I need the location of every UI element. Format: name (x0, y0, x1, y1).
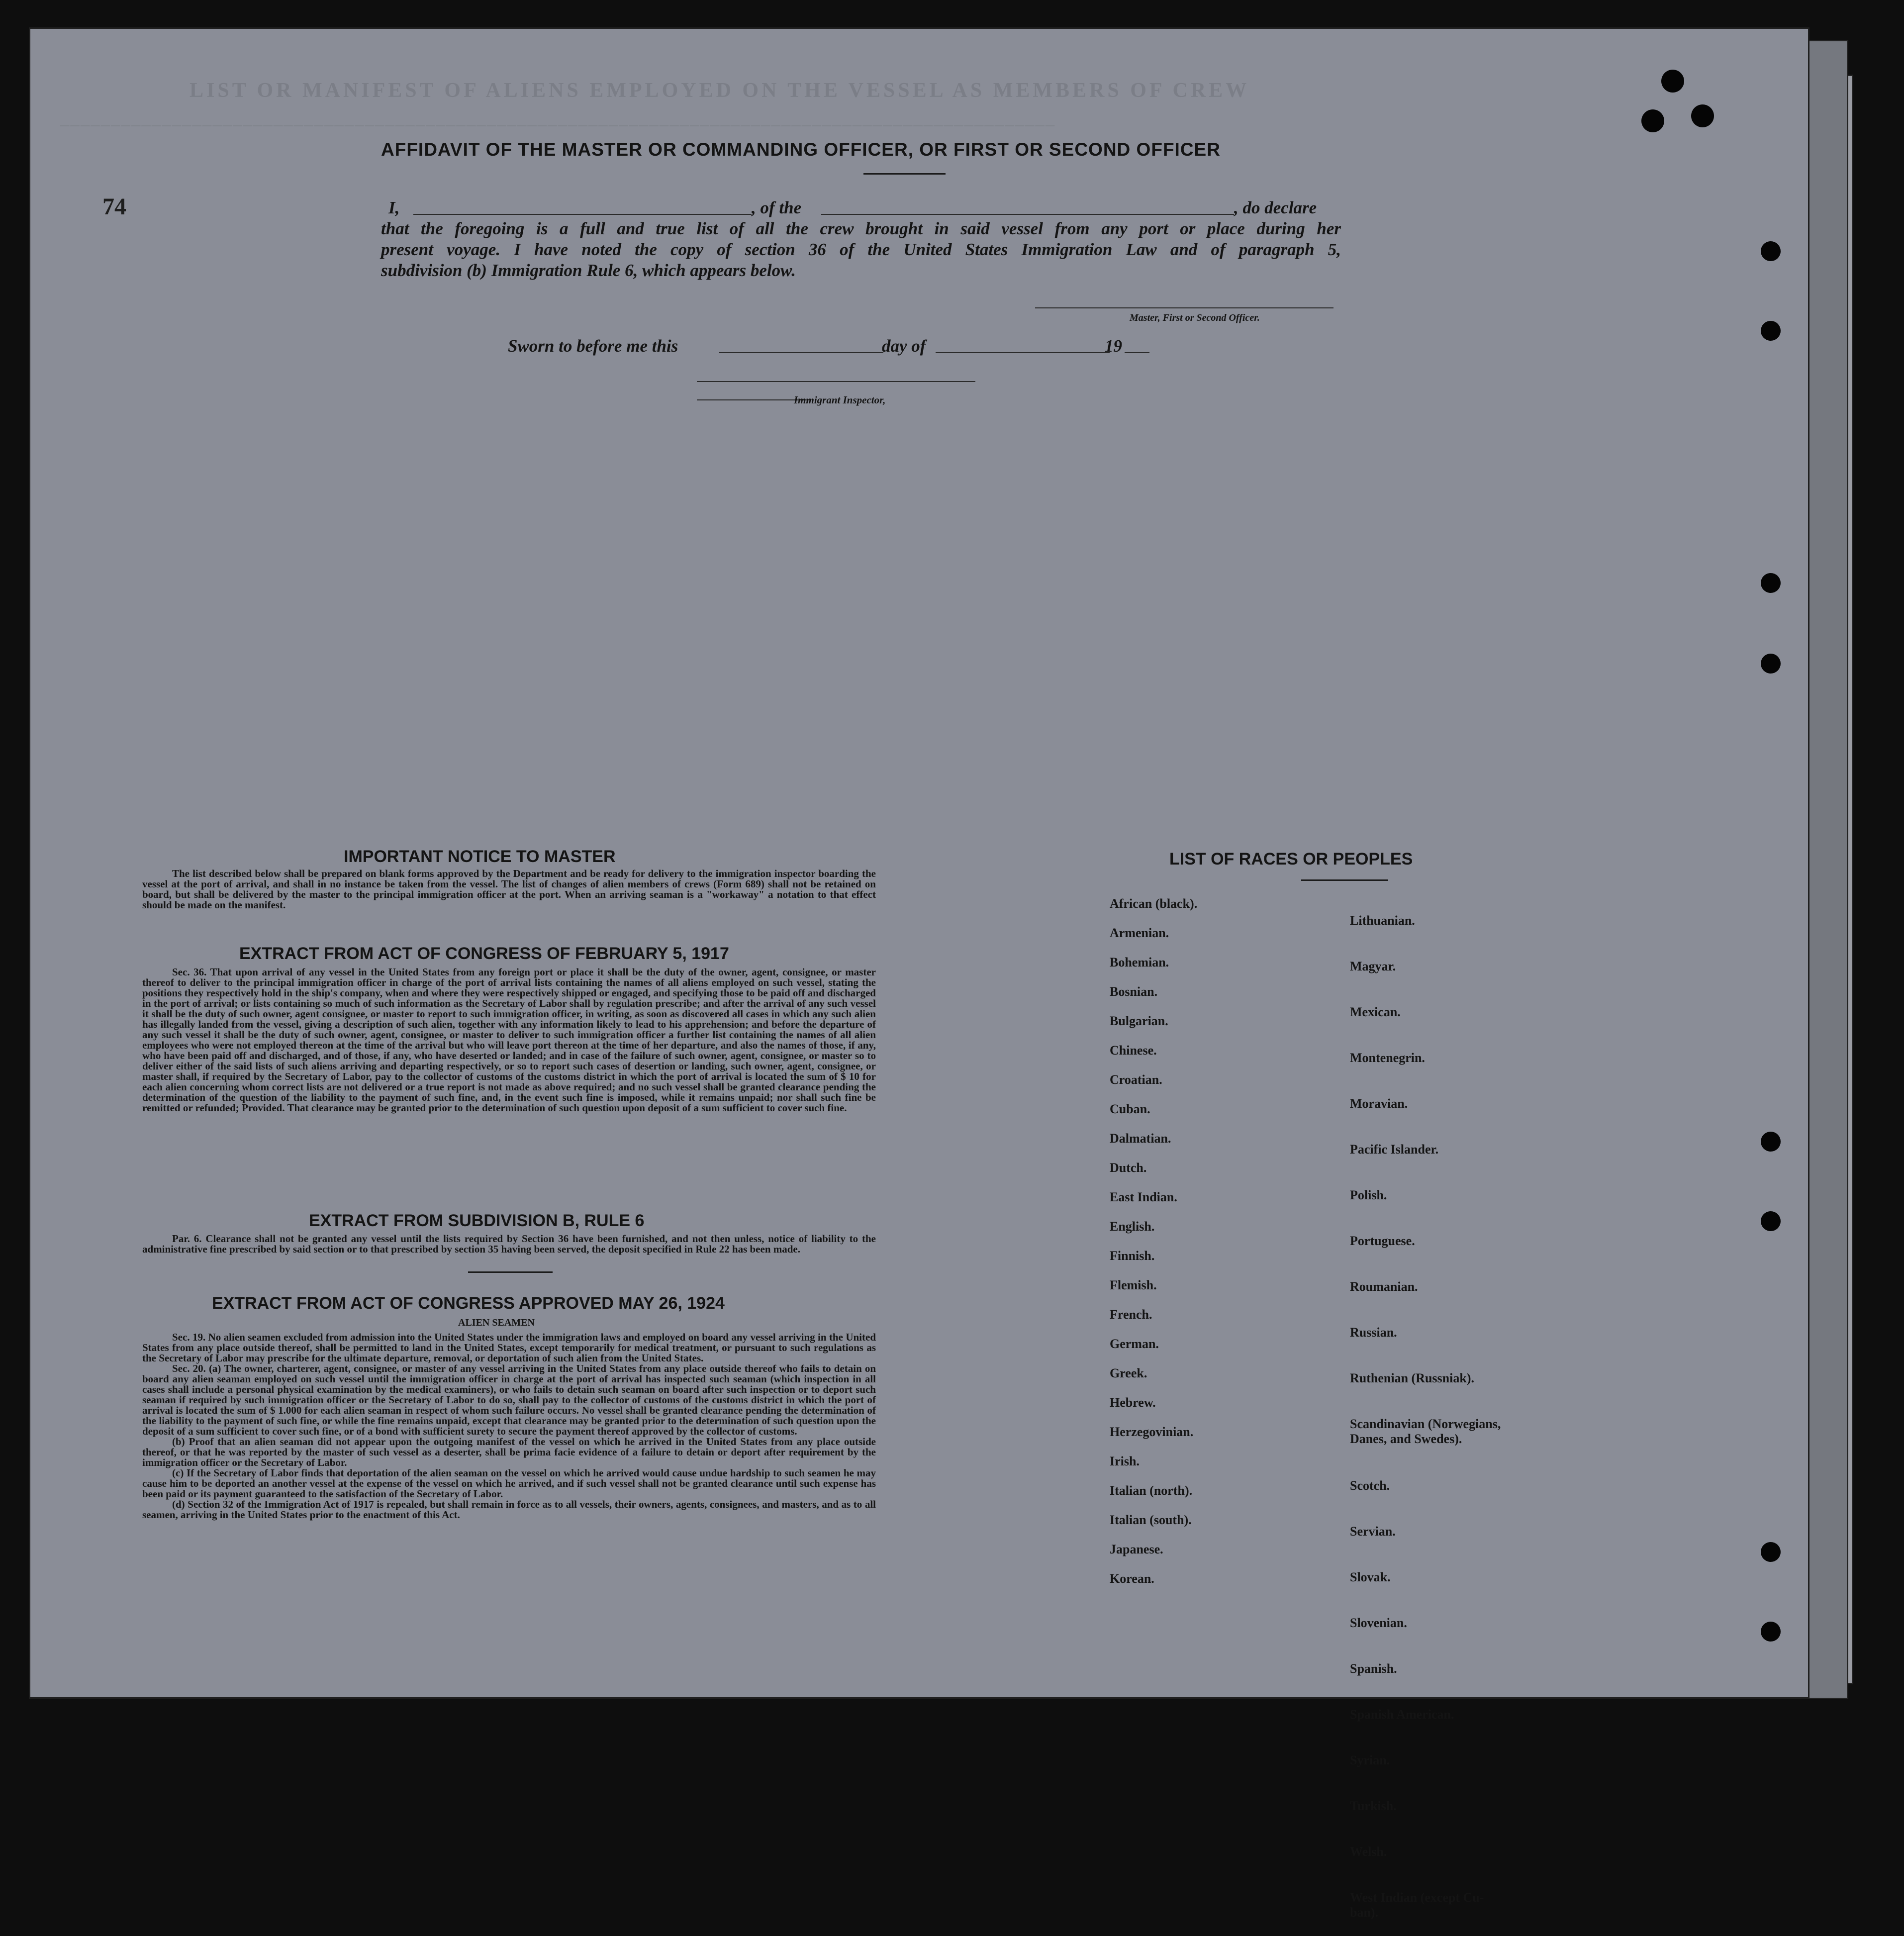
race-item: Flemish. (1110, 1278, 1157, 1292)
signature-label: Master, First or Second Officer. (1130, 312, 1260, 323)
race-item: East Indian. (1110, 1190, 1177, 1204)
race-item: Japanese. (1110, 1542, 1163, 1556)
race-item: German. (1110, 1337, 1159, 1351)
sec-20a-paragraph: Sec. 20. (a) The owner, charterer, agent, consignee, or master of any vessel arriving in the United States from any place outside thereof who fails to detain on board any alien seaman employed on such vessel until the immigration officer in charge at the port of arrival has inspected such seaman (which inspection in all cases shall include a personal physical examination by the medical examiners), or who fails to detain such seaman on board after such inspection or to deport such seaman if required by such immigration officer or the Secretary of Labor to do so, shall pay to the collector of customs of the customs district in which the port of arrival is located the sum of $ 1.000 for each alien seaman in respect of whom such failure occurs. No vessel shall be granted clearance pending the determination of the liability to the payment of such fine, or while the fine remains unpaid, except that clearance may be granted prior to the determination of such question upon the deposit of a sum sufficient to cover such fine, or of a bond with sufficient surety to secure the payment thereof approved by the collector of customs. (142, 1362, 876, 1437)
extract-1917-text (142, 967, 876, 1113)
binder-hole-icon (1761, 654, 1781, 674)
race-item: Turkish. (1350, 1799, 1397, 1813)
title-underline (863, 173, 946, 175)
signature-line (1035, 307, 1333, 308)
affidavit-line2: that the foregoing is a full and true list of all the crew brought in said vessel from any port or place during her (381, 219, 1341, 238)
race-item: Moravian. (1350, 1096, 1408, 1111)
punch-hole-icon (1661, 70, 1684, 93)
sec-19-paragraph: Sec. 19. No alien seamen excluded from admission into the United States under the immigration laws and employed on board any vessel arriving in the United States from any place outside thereof, shall be permitted to land in the United States, except temporarily for medical treatment, or pursuant to such regulations as the Secretary of Labor may prescribe for the ultimate departure, removal, or deportation of such alien from the United States. (142, 1331, 876, 1364)
punch-hole-icon (1691, 104, 1714, 127)
extract-1924-text (142, 1332, 876, 1520)
affidavit-line1-i: I, (388, 198, 400, 217)
race-item: Dutch. (1110, 1161, 1147, 1175)
binder-hole-icon (1761, 573, 1781, 593)
race-item: Spanish. (1350, 1661, 1397, 1676)
affidavit-title: AFFIDAVIT OF THE MASTER OR COMMANDING OFFICER, OR FIRST OR SECOND OFFICER (381, 139, 1221, 160)
affidavit-line3: present voyage. I have noted the copy of section 36 of the United States Immigration Law and of paragraph 5, (381, 240, 1341, 259)
race-item: Hebrew. (1110, 1395, 1156, 1410)
sworn-text: Sworn to before me this (508, 336, 678, 356)
affidavit-line1-declare: , do declare (1234, 198, 1317, 217)
race-item: Italian (north). (1110, 1483, 1193, 1498)
race-item: Servian. (1350, 1524, 1396, 1539)
race-item: Roumanian. (1350, 1279, 1418, 1294)
rule6-underline (468, 1271, 553, 1273)
race-item: Syrian. (1350, 1753, 1390, 1767)
races-underline (1301, 879, 1388, 881)
race-item: Scandinavian (Norwegians, Danes, and Swedes). (1350, 1417, 1501, 1446)
race-item: Scotch. (1350, 1478, 1390, 1493)
sworn-day-blank (719, 352, 883, 353)
race-item: Russian. (1350, 1325, 1397, 1340)
extract-rule6-text (142, 1234, 876, 1255)
race-item: Irish. (1110, 1454, 1140, 1468)
affidavit-page (29, 27, 1809, 1920)
race-item: Dalmatian. (1110, 1131, 1171, 1146)
binder-hole-icon (1761, 1211, 1781, 1231)
races-title: LIST OF RACES OR PEOPLES (1169, 850, 1413, 869)
binder-hole-icon (1761, 1622, 1781, 1642)
race-item: Montenegrin. (1350, 1051, 1425, 1065)
race-item: Portuguese. (1350, 1234, 1415, 1248)
race-item: Herzegovinian. (1110, 1425, 1194, 1439)
race-item: Greek. (1110, 1366, 1147, 1380)
binder-hole-icon (1761, 1542, 1781, 1562)
race-item: Chinese. (1110, 1043, 1157, 1058)
race-item: West Indian (except Cu- ban). (1350, 1890, 1484, 1920)
extract-rule6-paragraph: Par. 6. Clearance shall not be granted any vessel until the lists required by Section 36 have been furnished, and not then unless, notice of liability to the administrative fine prescribed by said section or to that prescribed by section 35 having been served, the deposit specified in Rule 22 has been made. (142, 1233, 876, 1255)
notice-paragraph: The list described below shall be prepared on blank forms approved by the Department and be ready for delivery to the immigration inspector boarding the vessel at the port of arrival, and shall in no instance be taken from the vessel. The list of changes of alien members of crews (Form 689) shall not be retained on board, but shall be delivered by the master to the principal immigration officer at the port. When an arriving seaman is a "workaway" a notation to that effect should be made on the manifest. (142, 868, 876, 911)
month-blank (936, 352, 1110, 353)
binder-hole-icon (1761, 241, 1781, 261)
binder-hole-icon (1761, 321, 1781, 341)
race-item: Korean. (1110, 1571, 1154, 1586)
race-item: Bohemian. (1110, 955, 1169, 969)
extract-1917-title: EXTRACT FROM ACT OF CONGRESS OF FEBRUARY 5, 1917 (239, 944, 729, 963)
vessel-blank (821, 214, 1234, 215)
race-item: Bulgarian. (1110, 1014, 1168, 1028)
race-item: Finnish. (1110, 1249, 1155, 1263)
inspector-line-upper (697, 381, 975, 382)
extract-1917-paragraph: Sec. 36. That upon arrival of any vessel in the United States from any foreign port or place it shall be the duty of the owner, agent, consignee, or master thereof to deliver to the principal immigration officer in charge of the port of arrival lists containing the names of all aliens employed on such vessel, stating the positions they respectively hold in the ship's company, when and where they were respectively shipped or engaged, and specifying those to be paid off and discharged in the port of arrival; or lists containing so much of such information as the Secretary of Labor shall by regulation prescribe; and after the arrival of any such vessel it shall be the duty of such owner, agent consignee, or master to report to such immigration officer, in writing, as soon as discovered all cases in which any such alien has illegally landed from the vessel, giving a description of such alien, together with any information likely to lead to his apprehension; and before the departure of any such vessel it shall be the duty of such owner, agent, consignee, or master to deliver to such immigration officer a further list containing the names of all alien employees who were not employed thereon at the time of the arrival but who will leave port thereon at the time of her departure, and also the names of those, if any, who have been paid off and discharged, and of those, if any, who have deserted or landed; and in case of the failure of such owner, agent, consignee, or master so to deliver either of the said lists of such aliens arriving and departing respectively, or so to report such cases of desertion or landing, such owner, agent, consignee, or master shall, if required by the Secretary of Labor, pay to the collector of customs of the customs district in which the port of arrival is located the sum of $ 10 for each alien concerning whom correct lists are not delivered or a true report is not made as above required; and no such vessel shall be granted clearance pending the determination of the question of the liability to the payment of such fine, and, in the event such fine is imposed, while it remains unpaid; nor shall such fine be remitted or refunded; Provided. That clearance may be granted prior to the determination of such question upon deposit of a sum sufficient to cover such fine. (142, 966, 876, 1114)
extract-1924-title: EXTRACT FROM ACT OF CONGRESS APPROVED MAY 26, 1924 (212, 1294, 725, 1313)
race-item: Croatian. (1110, 1072, 1162, 1087)
sec-20d-paragraph: (d) Section 32 of the Immigration Act of 1917 is repealed, but shall remain in force as to all vessels, their owners, agents, consignees, and masters, and as to all seamen, arriving in the United States prior to the enactment of this Act. (142, 1498, 876, 1521)
race-item: African (black). (1110, 896, 1198, 911)
binder-hole-icon (1761, 1132, 1781, 1152)
race-item: English. (1110, 1219, 1155, 1234)
extract-1924-subtitle: ALIEN SEAMEN (458, 1317, 535, 1328)
race-item: Slovak. (1350, 1570, 1391, 1584)
races-column-1 (1110, 896, 1197, 1601)
race-item: Spanish American. (1350, 1707, 1454, 1722)
bleed-through-text: LIST OR MANIFEST OF ALIENS EMPLOYED ON THE VESSEL AS MEMBERS OF CREW (190, 79, 1250, 102)
race-item: Polish. (1350, 1188, 1387, 1202)
race-item: French. (1110, 1307, 1152, 1322)
race-item: Mexican. (1350, 1005, 1401, 1019)
race-item: Bosnian. (1110, 984, 1158, 999)
race-item: Pacific Islander. (1350, 1142, 1439, 1157)
race-item: Italian (south). (1110, 1513, 1192, 1527)
sec-20c-paragraph: (c) If the Secretary of Labor finds that deportation of the alien seaman on the vessel on which he arrived would cause undue hardship to such seamen he may cause him to be deported an another vessel at the expense of the vessel on which he arrived, and if such vessel shall not be granted clearance until such expense has been paid or its payment guaranteed to the satisfaction of the Secretary of Labor. (142, 1467, 876, 1500)
name-blank (413, 214, 752, 215)
inspector-label: Immigrant Inspector, (794, 394, 886, 406)
extract-rule6-title: EXTRACT FROM SUBDIVISION B, RULE 6 (309, 1211, 645, 1230)
notice-title: IMPORTANT NOTICE TO MASTER (344, 847, 616, 866)
sec-20b-paragraph: (b) Proof that an alien seaman did not appear upon the outgoing manifest of the vessel on which he arrived in the United States from any place outside thereof, or that he was reported by the master of such vessel as a deserter, shall be prima facie evidence of a failure to detain or deport after requirement by the immigration officer or the Secretary of Labor. (142, 1436, 876, 1468)
race-item: Welsh. (1350, 1844, 1387, 1859)
bleed-through-text-2: ────────────────────────────────────────────────────────────────────────────────────────────────── (60, 118, 1056, 133)
race-item: Ruthenian (Russniak). (1350, 1371, 1474, 1385)
race-item: Lithuanian. (1350, 913, 1415, 928)
notice-text (142, 869, 876, 910)
affidavit-line4: subdivision (b) Immigration Rule 6, which appears below. (381, 261, 796, 280)
affidavit-line1-of-the: , of the (752, 198, 802, 217)
year-blank (1125, 352, 1149, 353)
day-of-text: day of (882, 336, 926, 356)
race-item: Cuban. (1110, 1102, 1150, 1116)
races-column-2 (1350, 898, 1501, 1936)
year-prefix: 19 (1105, 336, 1122, 356)
margin-number: 74 (102, 194, 126, 220)
race-item: Magyar. (1350, 959, 1396, 973)
race-item: Slovenian. (1350, 1616, 1407, 1630)
race-item: Armenian. (1110, 926, 1169, 940)
punch-hole-icon (1641, 109, 1664, 132)
